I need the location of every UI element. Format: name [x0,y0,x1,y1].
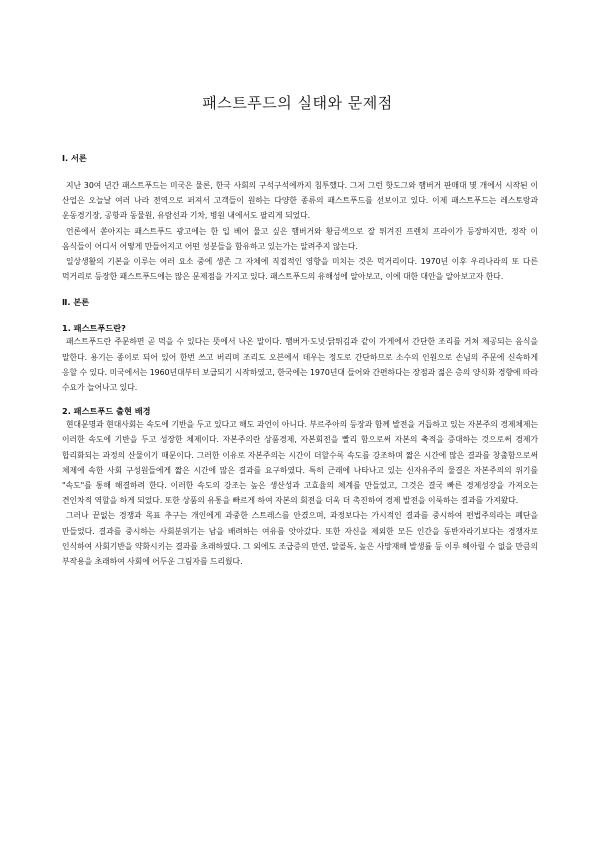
section-heading-intro: Ⅰ. 서론 [62,153,87,163]
intro-paragraph-2: 언론에서 쏟아지는 패스트푸드 광고에는 한 입 베어 물고 싶은 햄버거와 황금색으로 잘 튀겨진 프렌치 프라이가 등장하지만, 정작 이 음식들이 어디서 어떻게 만들어지고 어떤 성분들을 함유하고 있는가는 알려주지 않는다. [62,226,538,251]
section-heading-body: Ⅱ. 본론 [62,297,90,308]
subsection-heading-background: 2. 패스트푸드 출현 배경 [62,406,151,417]
document-body [62,152,538,569]
intro-paragraph-1: 지난 30여 년간 패스트푸드는 미국은 물론, 한국 사회의 구석구석에까지 침투했다. 그저 그런 핫도그와 햄버거 판매대 몇 개에서 시작된 이 산업은 오늘날 여러 나라 전역으로 퍼져서 고객들이 원하는 다양한 종류의 패스트푸드를 선보이고 있다. 이제 패스트푸드는 레스토랑과 운동경기장, 공항과 동물원, 유람선과 기차, 병원 내에서도 팔리게 되었다. [62,181,538,221]
document-title: 패스트푸드의 실태와 문제점 [202,94,393,112]
intro-paragraph-3: 일상생활의 기본을 이루는 여러 요소 중에 생존 그 자체에 직접적인 영향을 미치는 것은 먹거리이다. 1970년 이후 우리나라의 또 다른 먹거리로 등장한 패스트푸드에는 많은 문제점을 가지고 있다. 패스트푸드의 유해성에 알아보고, 이에 대한 대안을 알아보고자 한다. [62,257,538,282]
definition-paragraph-1: 패스트푸드란 주문하면 곧 먹을 수 있다는 뜻에서 나온 말이다. 햄버거·도넛·닭튀김과 같이 가게에서 간단한 조리를 거쳐 제공되는 음식을 말한다. 용기는 종이로 되어 있어 한번 쓰고 버리며 조리도 오븐에서 데우는 정도로 간단하므로 소수의 인원으로 손님의 주문에 신속하게 응할 수 있다. 미국에서는 1960년대부터 보급되기 시작하였고, 한국에는 1970년대 들어와 간편하다는 장점과 젊은 층의 양식화 경향에 따라 수요가 늘어나고 있다. [62,337,538,393]
background-paragraph-2: 그러나 끝없는 경쟁과 목표 추구는 개인에게 과중한 스트레스를 안겼으며, 과정보다는 가시적인 결과를 중시하여 편법주의라는 폐단을 만들었다. 결과를 중시하는 사회분위기는 남을 배려하는 여유를 앗아갔다. 또한 자신을 제외한 모든 인간을 동반자라기보다는 경쟁자로 인식하여 사회기반을 약화시키는 결과를 초래하였다. 그 외에도 조급증의 만연, 알콜독, 높은 사망재해 발생률 등 이루 헤아릴 수 없을 만큼의 부작용을 초래하여 사회에 어두운 그림자를 드리웠다. [62,511,538,567]
subsection-heading-definition: 1. 패스트푸드란? [62,323,126,334]
background-paragraph-1: 현대문명과 현대사회는 속도에 기반을 두고 있다고 해도 과언이 아니다. 부르주아의 등장과 함께 발전을 거듭하고 있는 자본주의 경제체제는 이러한 속도에 기반을 두고 성장한 체제이다. 자본주의란 상품경제, 자본회전을 빨리 함으로써 자본의 축적을 증대하는 것으로써 경제가 합리화되는 과정의 산물이기 때문이다. 그러한 이유로 자본주의는 시간이 더할수록 속도를 강조하며 짧은 시간에 많은 결과를 창출함으로써 체제에 속한 사회 구성원들에게 짧은 시간에 많은 결과를 요구하였다. 특히 근래에 나타나고 있는 신자유주의 물결은 자본주의의 위기를 "속도"를 통해 해결하려 한다. 이러한 속도의 강조는 높은 생산성과 고효율의 체계를 만들었고, 그것은 결국 빠른 경제성장을 가져오는 견인차적 역할을 하게 되었다. 또한 상품의 유통을 빠르게 하여 자본의 회전을 더욱 더 촉진하여 경제 발전을 이룩하는 결과를 가져왔다. [62,420,538,506]
